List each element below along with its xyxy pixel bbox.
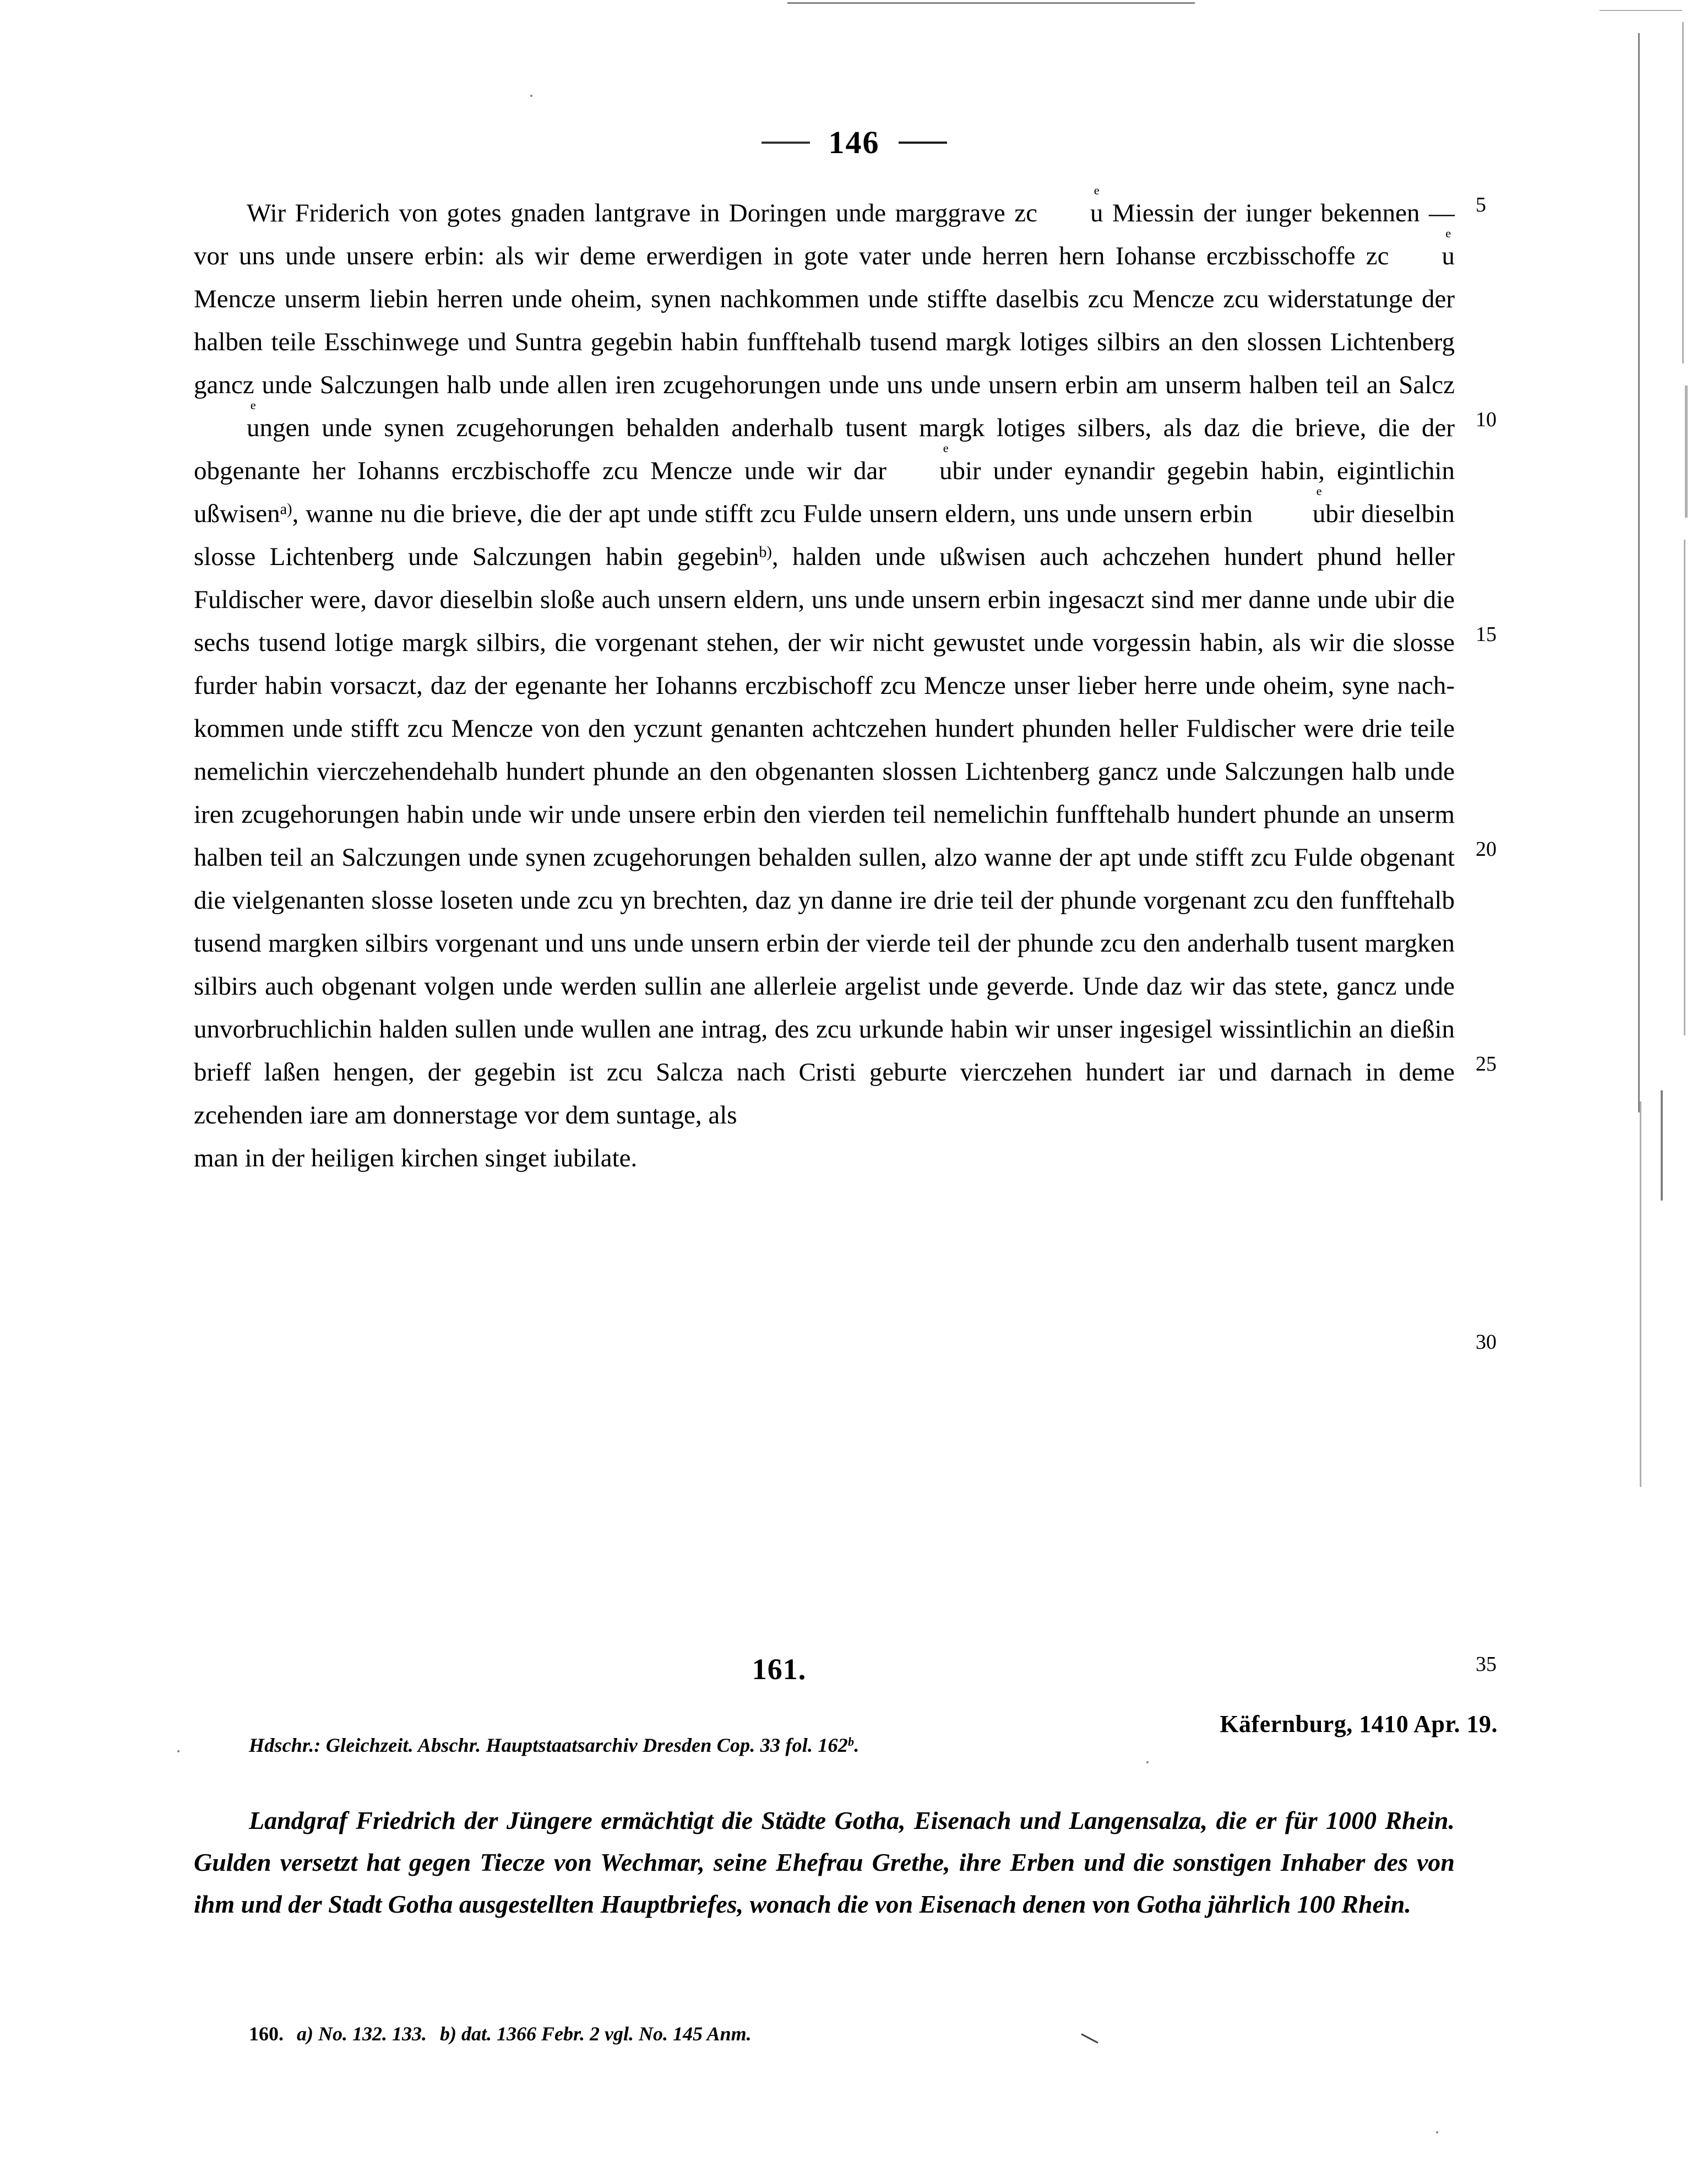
charter-line-11: eldern, uns unde unsern erbin u e bir dieselbin slosse Lichtenberg unde Salczungen habin: [194, 484, 1455, 571]
charter-line-12: gegebin$^{b)}$, halden unde ußwisen auch achczehen hundert phund heller Fuldischer were,: [194, 542, 1455, 614]
charter-text-block: [194, 183, 1455, 1180]
charter-line-24: margken silbirs vorgenant und uns unde unsern erbin der vierde teil der phunde zcu den: [268, 929, 1181, 958]
charter-line-21: an unserm halben teil an Salczungen unde synen zcugehorungen behalden sullen, alzo: [194, 800, 1455, 872]
scan-artifact-right-edge-2: [1682, 22, 1684, 363]
charter-line-22: wanne der apt unde stifft zcu Fulde obgenant die vielgenanten slosse loseten unde zcu: [194, 843, 1455, 915]
charter-line-25: anderhalb tusent margken silbirs auch obgenant volgen unde werden sullin ane allerleie: [194, 929, 1455, 1001]
charter-line-7: uns unde unsern erbin am unserm halben teil an Salczu e ngen unde synen zcugehorungen: [194, 371, 1455, 442]
charter-paragraph: [194, 183, 1455, 1137]
charter-line-27: sullen unde wullen ane intrag, des zcu urkunde habin wir unser ingesigel wissintlichin: [455, 1015, 1352, 1044]
superscript-e-vowel: u e: [1442, 226, 1455, 270]
charter-last-line: man in der heiligen kirchen singet iubilate.: [194, 1144, 638, 1172]
footnote-b: b) dat. 1366 Febr. 2 vgl. No. 145 Anm.: [440, 2023, 752, 2045]
superscript-e-vowel: u e: [1090, 183, 1103, 227]
charter-line-14: danne unde ubir die sechs tusend lotige margk silbirs, die vorgenant stehen, der wir: [194, 585, 1455, 657]
scan-artifact-stroke: [1081, 2033, 1098, 2044]
source-note-superscript: b: [847, 1734, 855, 1748]
scan-artifact-dot-2: [1146, 1761, 1149, 1763]
header-rule-left: [761, 142, 810, 144]
charter-line-2: Miessin der iunger bekennen — vor uns unde unsere erbin: als wir deme erwerdigen in: [194, 199, 1455, 270]
scan-artifact-dot-3: [177, 1750, 179, 1752]
charter-line-6: den slossen Lichtenberg gancz unde Salczungen halb unde allen iren zcugehorungen unde: [194, 328, 1455, 399]
source-note-text: Hdschr.: Gleichzeit. Abschr. Hauptstaatsarchiv Dresden Cop. 33 fol. 162: [249, 1734, 848, 1756]
superscript-e-vowel: u e: [247, 398, 260, 442]
line-number-10: 10: [1476, 408, 1497, 431]
charter-line-10: eigintlichin ußwisen$^{a)}$, wanne nu die brieve, die der apt unde stifft zcu Fulde unsern: [194, 457, 1455, 528]
manuscript-source-note: [249, 1734, 860, 1757]
charter-line-18: heller Fuldischer were drie teile nemelichin vierczehendehalb hundert phunde an den: [194, 714, 1455, 786]
superscript-e-vowel: u e: [939, 441, 953, 485]
regest-block: [194, 1800, 1455, 1925]
charter-line-26: argelist unde geverde. Unde daz wir das stete, gancz unde unvorbruchlichin halden: [194, 972, 1455, 1044]
charter-line-20: habin unde wir unde unsere erbin den vierden teil nemelichin funfftehalb hundert phunde: [406, 800, 1340, 829]
scan-artifact-top-rule: [787, 2, 1195, 4]
scan-artifact-right-edge-3: [1685, 385, 1688, 518]
footnote-a: a) No. 132. 133.: [297, 2023, 427, 2045]
source-note-period: .: [854, 1734, 860, 1756]
place-date: Käfernburg, 1410 Apr. 19.: [1220, 1710, 1498, 1737]
charter-line-1: Wir Friderich von gotes gnaden lantgrave in Doringen unde marggrave zc u e: [247, 199, 1103, 227]
charter-line-3: gote vater unde herren hern Iohanse erczbisschoffe zc u e Mencze unserm liebin herren unde: [194, 226, 1455, 313]
charter-line-19: obgenanten slossen Lichtenberg gancz unde Salczungen halb unde iren zcugehorungen: [194, 757, 1455, 829]
line-number-15: 15: [1476, 623, 1497, 646]
charter-line-16: egenante her Iohanns erczbischoff zcu Mencze unser lieber herre unde oheim, syne nach-: [515, 671, 1455, 700]
footnote-ref-a[interactable]: a): [280, 501, 292, 518]
charter-line-5: teile Esschinwege und Suntra gegebin habin funfftehalb tusend margk lotiges silbirs an: [271, 328, 1193, 356]
charter-line-28: an dießin brieff laßen hengen, der gegebin ist zcu Salcza nach Cristi geburte vierczehen: [194, 1015, 1455, 1087]
scan-artifact-dot-1: [530, 95, 532, 97]
footnote-ref-b[interactable]: b): [759, 544, 772, 561]
scan-artifact-right-edge-5: [1640, 1101, 1641, 1487]
scan-artifact-top-speckle: [1600, 10, 1682, 11]
charter-line-9: her Iohanns erczbischoffe zcu Mencze unde wir dar u e bir under eynandir gegebin habin,: [312, 457, 1325, 485]
charter-line-29: hundert iar und darnach in deme zcehenden iare am donnerstage vor dem suntage, als: [194, 1058, 1455, 1129]
scan-artifact-dot-4: [1436, 2131, 1438, 2133]
page-number: 146: [828, 124, 880, 160]
header-rule-right: [899, 142, 947, 144]
page-header: [0, 124, 1708, 161]
line-number-25: 25: [1476, 1052, 1497, 1076]
charter-line-23: yn brechten, daz yn danne ire drie teil der phunde vorgenant zcu den funfftehalb tusend: [194, 886, 1455, 958]
charter-line-8: behalden anderhalb tusent margk lotiges silbers, als daz die brieve, die der obgenante: [194, 414, 1455, 485]
scan-artifact-right-edge-1: [1638, 33, 1640, 1112]
section-number: 161.: [752, 1653, 807, 1686]
line-number-30: 30: [1476, 1331, 1497, 1354]
superscript-e-vowel: u e: [1312, 484, 1326, 528]
charter-line-15: nicht gewustet unde vorgessin habin, als wir die slosse furder habin vorsaczt, daz der: [194, 628, 1455, 700]
line-number-5: 5: [1476, 193, 1486, 216]
footnote-line: [249, 2022, 752, 2045]
charter-line-17: kommen unde stifft zcu Mencze von den yczunt genanten achtczehen hundert phunden: [194, 714, 1112, 743]
line-number-35: 35: [1476, 1653, 1497, 1676]
regest-paragraph: Landgraf Friedrich der Jüngere ermächtigt die Städte Gotha, Eisenach und Langensalza, die er für 1000 Rhein. Gulden versetzt hat gegen Tiecze von Wechmar, seine Ehefrau Grethe, ihre Erben und die sonstigen Inhaber des von ihm und der Stadt Gotha ausgestellten Hauptbriefes, wonach die von Eisenach denen von Gotha jährlich 100 Rhein.: [194, 1806, 1455, 1918]
charter-line-13: davor dieselbin sloße auch unsern eldern, uns unde unsern erbin ingesaczt sind mer: [373, 585, 1242, 614]
charter-line-4: oheim, synen nachkommen unde stiffte daselbis zcu Mencze zcu widerstatunge der halben: [194, 285, 1455, 356]
footnote-document-number: 160.: [249, 2023, 284, 2045]
scan-artifact-right-edge-6: [1661, 1090, 1663, 1201]
line-number-20: 20: [1476, 838, 1497, 861]
scan-artifact-right-edge-4: [1684, 540, 1685, 1035]
